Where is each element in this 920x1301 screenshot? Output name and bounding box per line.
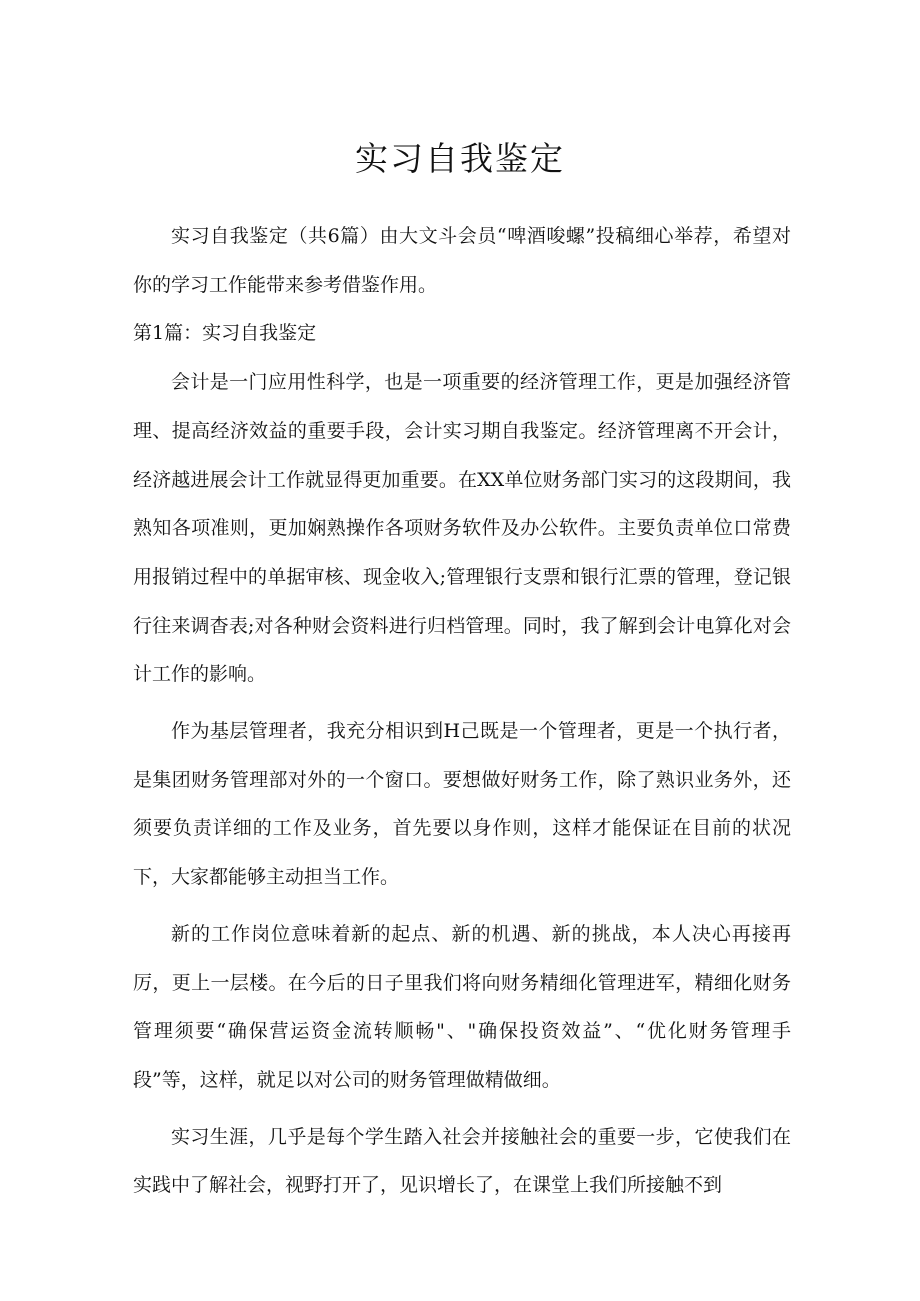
document-body [133,212,791,1210]
section-heading: 第1篇：实习自我鉴定 [133,322,317,345]
intro-paragraph: 实习自我鉴定（共6篇）由大文斗会员“啤酒唆螺”投稿细心举荐，希望对你的学习工作能带来参考借鉴作用。 [133,225,791,296]
body-paragraph-2: 作为基层管理者，我充分相识到H己既是一个管理者，更是一个执行者，是集团财务管理部对外的一个窗口。要想做好财务工作，除了熟识业务外，还须要负责详细的工作及业务，首先要以身作则，这样才能保证在目前的状况下，大家都能够主动担当工作。 [133,720,791,889]
body-paragraph-4: 实习生涯，几乎是每个学生踏入社会并接触社会的重要一步，它使我们在实践中了解社会，视野打开了，见识增长了，在课堂上我们所接触不到 [133,1125,791,1197]
body-paragraph-3: 新的工作岗位意味着新的起点、新的机遇、新的挑战，本人决心再接再厉，更上一层楼。在今后的日子里我们将向财务精细化管理进军，精细化财务管理须要“确保营运资金流转顺畅"、"确保投资效益”、“优化财务管理手段”等，这样，就足以对公司的财务管理做精做细。 [133,922,791,1091]
document-title: 实习自我鉴定 [355,139,565,178]
body-paragraph-1: 会计是一门应用性科学，也是一项重要的经济管理工作，更是加强经济管理、提高经济效益的重要手段，会计实习期自我鉴定。经济管理离不开会计，经济越进展会计工作就显得更加重要。在XX单位财务部门实习的这段期间，我熟知各项准则，更加娴熟操作各项财务软件及办公软件。主要负责单位口常费用报销过程中的单据审核、现金收入;管理银行支票和银行汇票的管理，登记银行往来调杳表;对各种财会资料进行归档管理。同时，我了解到会计电算化对会计工作的影响。 [133,371,791,686]
